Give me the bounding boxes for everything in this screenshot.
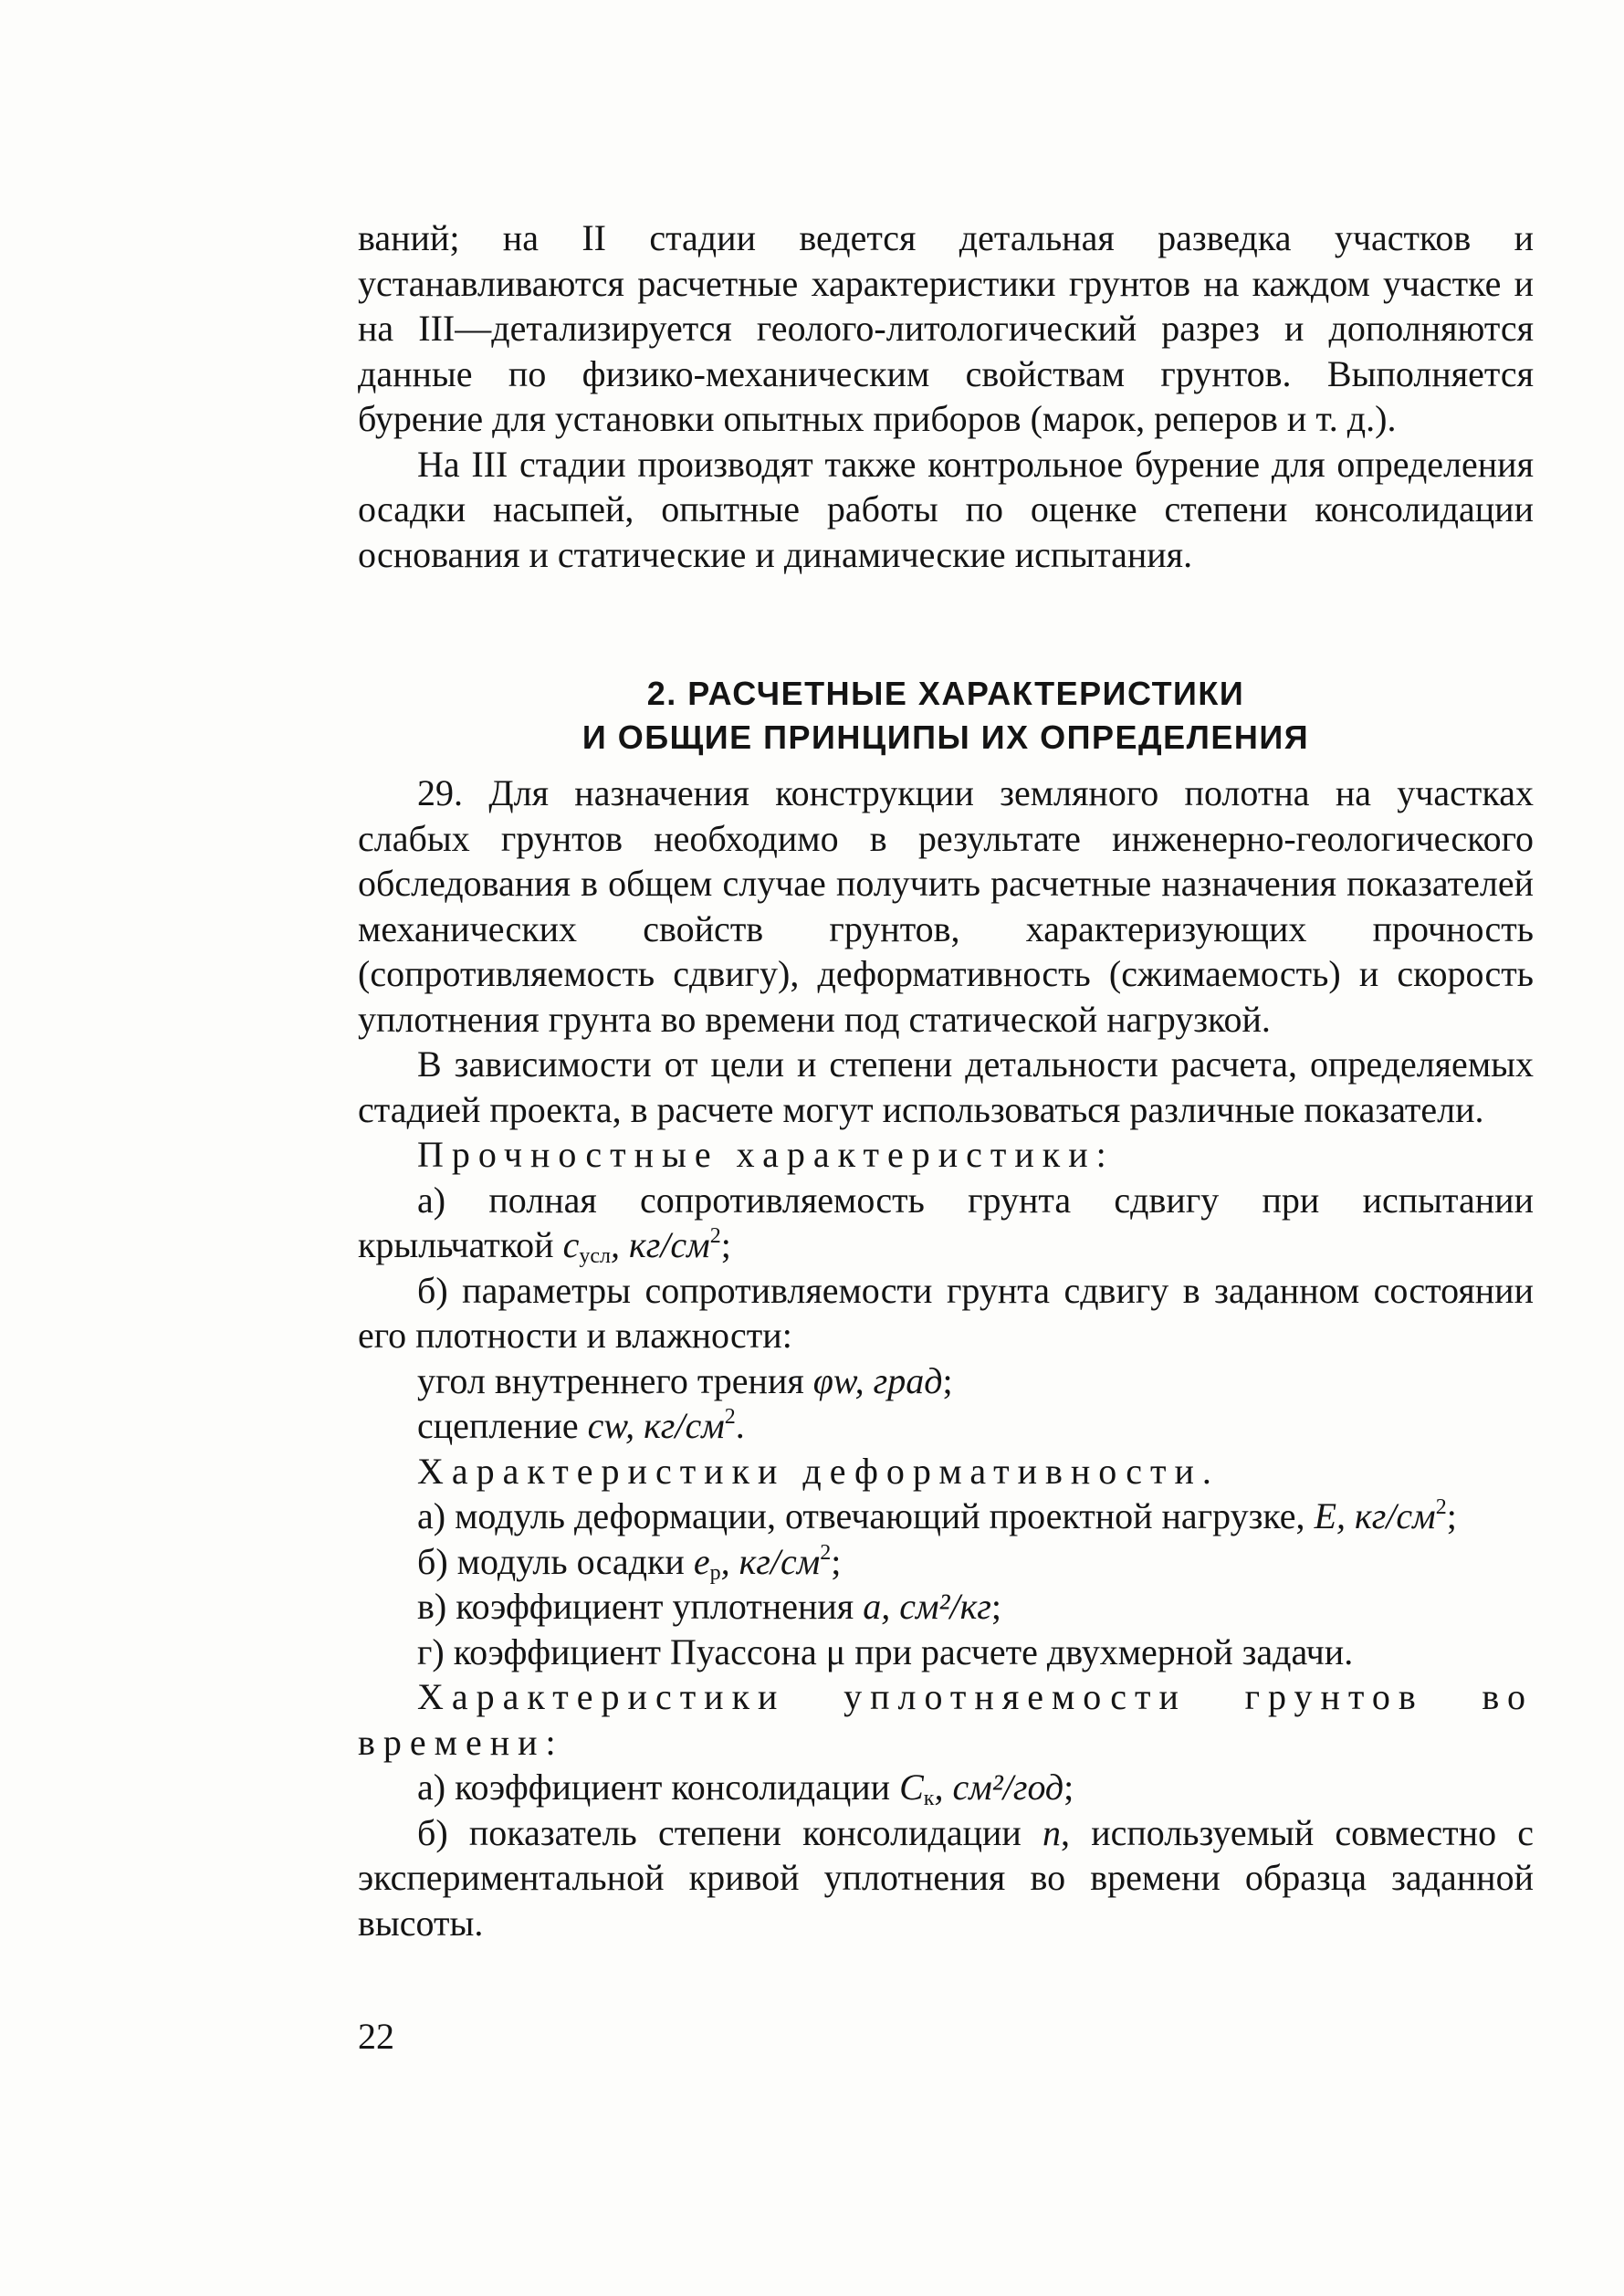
deformation-item-d: г) коэффициент Пуассона μ при расчете двухмерной задачи. bbox=[417, 1630, 1354, 1672]
paragraph-continued: ваний; на II стадии ведется детальная разведка участков и устанавливаются расчетные характеристики грунтов на каждом участке и на III—детализируется геолого-литологический разрез и дополняются данные по физико-механическим свойствам грунтов. Выполняется бурение для установки опытных приборов (марок, реперов и т. д.). bbox=[358, 217, 1534, 439]
page-number: 22 bbox=[358, 2016, 394, 2057]
section-heading-line-1: 2. РАСЧЕТНЫЕ ХАРАКТЕРИСТИКИ bbox=[646, 675, 1245, 712]
strength-title: Прочностные характеристики: bbox=[417, 1134, 1115, 1175]
section-heading bbox=[358, 672, 1534, 760]
friction-angle-line: угол внутреннего трения φw, град; bbox=[417, 1359, 953, 1401]
section-heading-line-2: И ОБЩИЕ ПРИНЦИПЫ ИХ ОПРЕДЕЛЕНИЯ bbox=[581, 718, 1310, 756]
text-column bbox=[358, 215, 1534, 1945]
paragraph-depending: В зависимости от цели и степени детальности расчета, определяемых стадией проекта, в расчете могут использоваться различные показатели. bbox=[358, 1043, 1534, 1130]
paragraph-stage-three: На III стадии производят также контрольное бурение для определения осадки насыпей, опытные работы по оценке степени консолидации основания и статические и динамические испытания. bbox=[358, 443, 1534, 575]
consolidation-item-b: б) показатель степени консолидации n, используемый совместно с экспериментальной кривой уплотнения во времени образца заданной высоты. bbox=[358, 1811, 1535, 1944]
deformation-item-c: в) коэффициент уплотнения a, см²/кг; bbox=[417, 1586, 1002, 1627]
paragraph-29: 29. Для назначения конструкции земляного полотна на участках слабых грунтов необходимо в результате инженерно-геологического обследования в общем случае получить расчетные назначения показателей механических свойств грунтов, характеризующих прочность (сопротивляемость сдвигу), деформативность (сжимаемость) и скорость уплотнения грунта во времени под статической нагрузкой. bbox=[358, 772, 1534, 1040]
consolidation-item-a: а) коэффициент консолидации $C_к$, см²/год; bbox=[417, 1767, 1074, 1810]
strength-item-b: б) параметры сопротивляемости грунта сдвигу в заданном состоянии его плотности и влажности: bbox=[358, 1269, 1534, 1356]
strength-item-a: а) полная сопротивляемость грунта сдвигу при испытании крыльчаткой $c_{усл}$, $кг/см^2$; bbox=[358, 1179, 1534, 1268]
consolidation-title: Характеристики уплотняемости грунтов во времени: bbox=[358, 1676, 1534, 1763]
deformation-item-a: а) модуль деформации, отвечающий проектной нагрузке, E, $кг/см^2$; bbox=[417, 1495, 1457, 1536]
cohesion-line: сцепление cw, $кг/см^2$. bbox=[417, 1405, 745, 1446]
deformation-title: Характеристики деформативности. bbox=[417, 1450, 1220, 1492]
deformation-item-b: б) модуль осадки $e_p$, $кг/см^2$; bbox=[417, 1540, 842, 1585]
